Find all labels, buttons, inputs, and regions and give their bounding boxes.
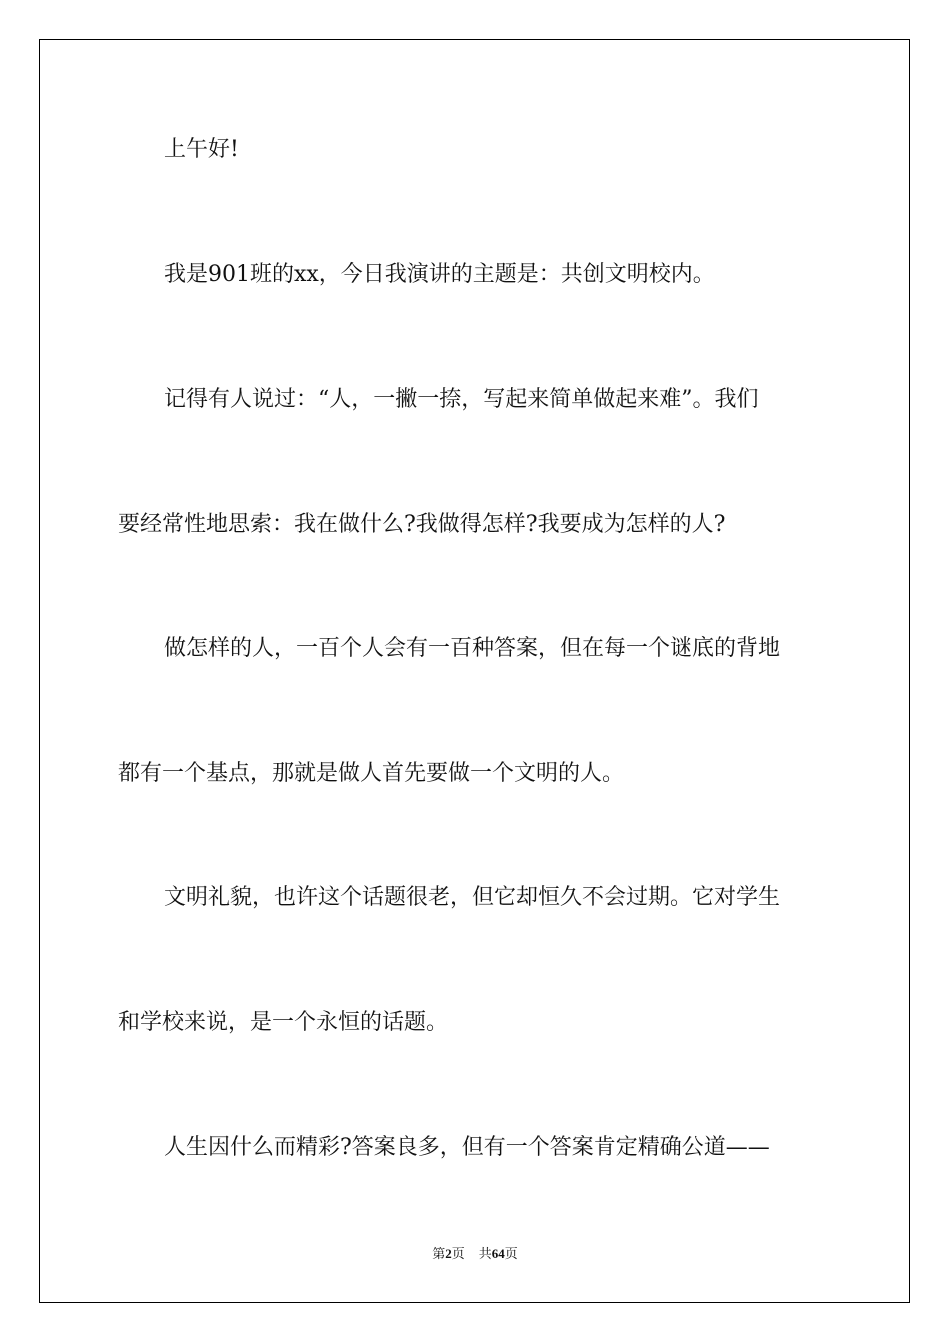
paragraph-line-6: 都有一个基点，那就是做人首先要做一个文明的人。	[118, 761, 625, 786]
paragraph-line-7: 文明礼貌，也许这个话题很老，但它却恒久不会过期。它对学生	[164, 885, 781, 910]
paragraph-line-9: 人生因什么而精彩?答案良多，但有一个答案肯定精确公道——	[164, 1135, 770, 1160]
total-pages-label: 共64页	[478, 1246, 518, 1261]
paragraph-line-4: 要经常性地思索：我在做什么?我做得怎样?我要成为怎样的人?	[118, 512, 726, 537]
paragraph-line-1: 上午好!	[164, 137, 239, 162]
paragraph-line-8: 和学校来说，是一个永恒的话题。	[118, 1010, 449, 1035]
paragraph-line-2: 我是901班的xx，今日我演讲的主题是：共创文明校内。	[164, 262, 715, 287]
page-number-label: 第2页	[432, 1246, 465, 1261]
paragraph-line-5: 做怎样的人，一百个人会有一百种答案，但在每一个谜底的背地	[164, 636, 781, 661]
current-page-number: 2	[445, 1246, 452, 1261]
total-page-count: 64	[491, 1246, 505, 1261]
page-border	[39, 39, 910, 1303]
paragraph-line-3: 记得有人说过：“人，一撇一捺，写起来简单做起来难”。我们	[164, 387, 759, 412]
page-footer	[0, 1245, 950, 1263]
